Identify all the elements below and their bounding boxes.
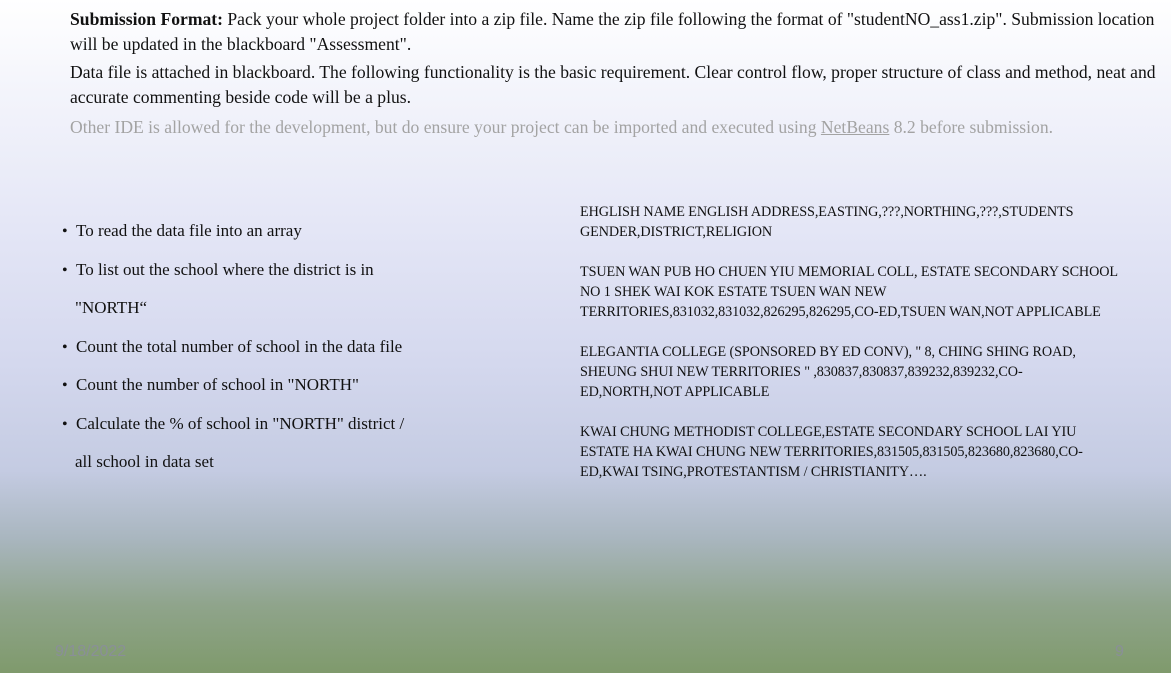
bullet-icon: • [62,338,68,356]
footer-date: 9/18/2022 [55,643,127,660]
page-number: 9 [1115,643,1124,660]
data-record: ELEGANTIA COLLEGE (SPONSORED BY ED CONV), " 8, CHING SHING ROAD, SHEUNG SHUI NEW TERRITORIES " ,830837,830837,839232,839232,CO-ED,NORTH,NOT APPLICABLE [580,344,1076,400]
bullet-continuation: all school in data set [75,452,214,471]
bullet-text: Count the total number of school in the data file [76,336,403,356]
instructions-block [70,7,1160,140]
ide-note-text-before: Other IDE is allowed for the development, but do ensure your project can be imported and executed using [70,117,821,137]
bullet-item [62,332,562,371]
bullet-item [62,216,562,255]
bullet-icon: • [62,223,68,240]
bullet-continuation: "NORTH“ [75,298,148,317]
requirements-paragraph: Data file is attached in blackboard. The following functionality is the basic requirement. Clear control flow, proper structure of class and method, neat and accurate commenting beside code will be a plus. [70,62,1156,107]
bullet-item [62,409,562,448]
requirement-bullet-list [62,216,562,486]
bullet-icon: • [62,377,68,394]
bullet-item [62,255,562,294]
data-header-record: EHGLISH NAME ENGLISH ADDRESS,EASTING,???,NORTHING,???,STUDENTS GENDER,DISTRICT,RELIGION [580,204,1074,240]
bullet-item [62,370,562,409]
bullet-icon: • [62,415,68,433]
bullet-text: To list out the school where the district is in [76,259,374,279]
data-record: TSUEN WAN PUB HO CHUEN YIU MEMORIAL COLL, ESTATE SECONDARY SCHOOL NO 1 SHEK WAI KOK ESTATE TSUEN WAN NEW TERRITORIES,831032,831032,826295,826295,CO-ED,TSUEN WAN,NOT APPLICABLE [580,264,1118,320]
bullet-text: Count the number of school in "NORTH" [76,375,359,394]
ide-note-text-after: 8.2 before submission. [889,117,1054,137]
bullet-text: To read the data file into an array [76,221,302,240]
bullet-icon: • [62,261,68,279]
ide-note-paragraph [70,115,1160,140]
submission-paragraph [70,7,1160,56]
data-record: KWAI CHUNG METHODIST COLLEGE,ESTATE SECONDARY SCHOOL LAI YIU ESTATE HA KWAI CHUNG NEW TERRITORIES,831505,831505,823680,823680,CO-ED,KWAI TSING,PROTESTANTISM / CHRISTIANITY…. [580,424,1083,480]
submission-text: Pack your whole project folder into a zip file. Name the zip file following the format of "studentNO_ass1.zip". Submission location will be updated in the blackboard "Assessment". [70,9,1155,54]
netbeans-link[interactable]: NetBeans [820,117,890,137]
data-file-sample [580,202,1120,502]
bullet-text: Calculate the % of school in "NORTH" district / [76,413,405,433]
submission-label: Submission Format: [70,9,223,29]
